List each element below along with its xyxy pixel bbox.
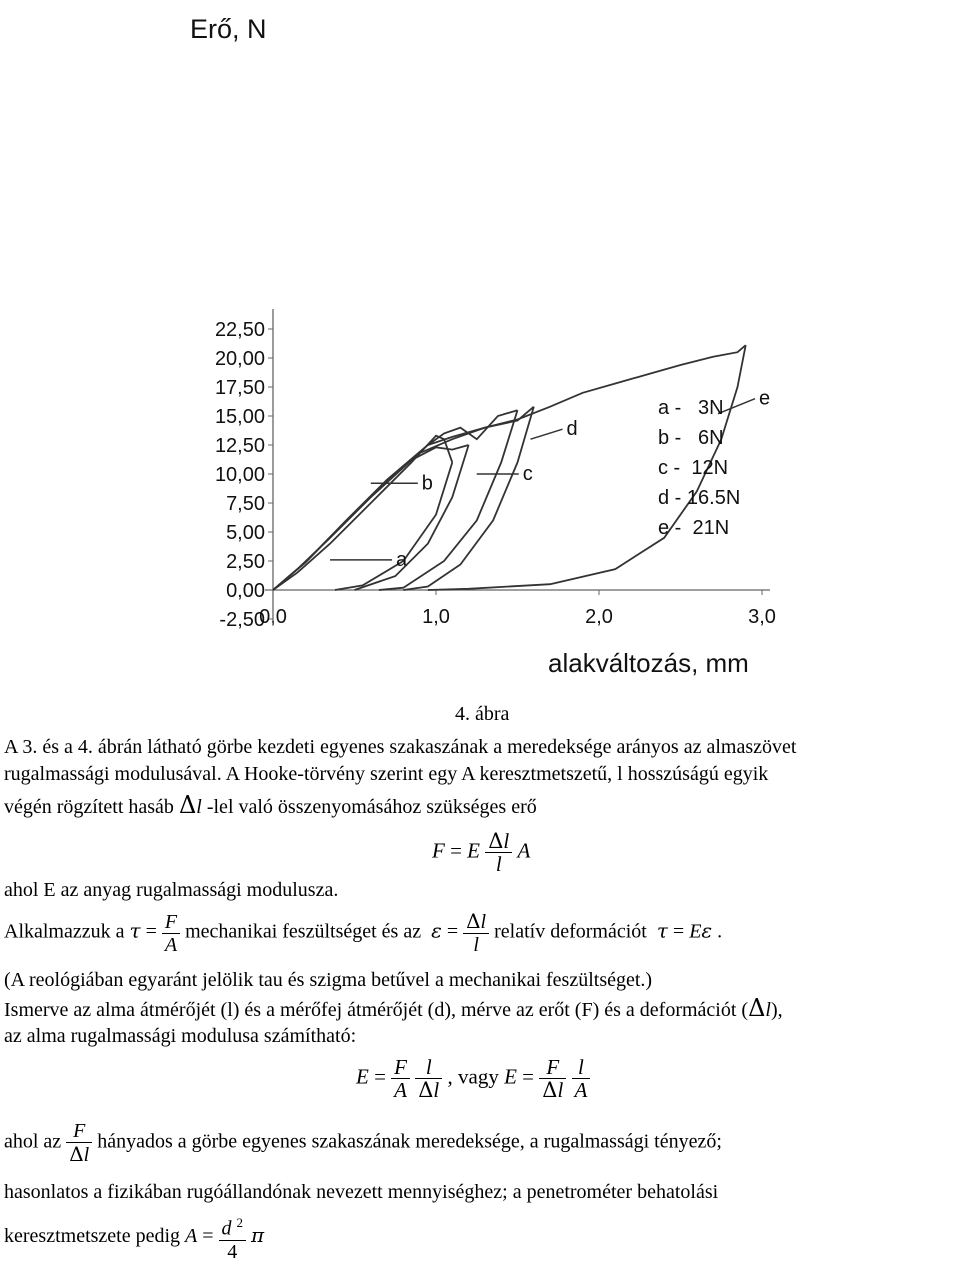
text-run: végén rögzített hasáb [4,796,174,818]
curve-a-unloading [335,462,452,590]
curve-label-a: a [396,548,408,571]
text-run: hányados a görbe egyenes szakaszának meredeksége, a rugalmassági tényező; [97,1130,722,1153]
y-tick-label: 15,00 [214,406,265,428]
y-tick-label: 5,00 [226,522,265,544]
y-tick-label: 17,50 [214,377,265,399]
paragraph-line: A 3. és a 4. ábrán látható görbe kezdeti egyenes szakaszának a meredeksége arányos az almaszövet [4,736,797,758]
y-tick-labels [215,319,273,631]
y-tick-label: 10,00 [214,464,265,486]
curve-label-b: b [421,472,433,495]
text-run: ), [770,999,783,1021]
paragraph-line: ahol az $\frac{F}{\Delta l}$ hányados a görbe egyenes szakaszának meredeksége, a rugalmassági tényező; [4,1120,722,1166]
text-run: Alkalmazzuk a [4,920,125,943]
text-run: Ismerve az alma átmérőjét (l) és a mérőfej átmérőjét (d), mérve az erőt (F) és a deformációt ( [4,999,749,1021]
text-run: , vagy [447,1064,499,1089]
paragraph-line: végén rögzített hasáb Δl -lel való összenyomásához szükséges erő [4,791,537,819]
figure-caption: 4. ábra [455,703,510,725]
curve-label-leader [531,429,563,439]
curve-label-c: c [522,463,533,485]
paragraph-line: Ismerve az alma átmérőjét (l) és a mérőfej átmérőjét (d), mérve az erőt (F) és a deformációt (Δl), [4,994,783,1022]
paragraph-line: ahol E az anyag rugalmassági modulusza. [4,879,339,901]
y-tick-label: 0,00 [226,580,265,602]
paragraph-line: (A reológiában egyaránt jelölik tau és szigma betűvel a mechanikai feszültséget.) [4,969,653,991]
y-tick-label: -2,50 [219,609,265,631]
paragraph-line: keresztmetszete pedig A = $\frac{d ^2}{4}$ π [4,1212,264,1263]
text-run: mechanikai feszültséget és az [185,920,422,943]
x-tick-label: 3,0 [748,606,776,628]
text-run: keresztmetszete pedig [4,1224,181,1247]
modulus-formula: E = $\frac{F}{A}$ $\frac{l}{\Delta l}$ , vagy E = $\frac{F}{\Delta l}$ $\frac{l}{A}$ [356,1056,590,1101]
y-tick-label: 20,00 [214,348,265,370]
legend-entry-e: e - 21N [658,517,730,539]
x-tick-label: 2,0 [585,606,613,628]
legend-entry-a: a - 3N [658,397,724,419]
paragraph-line: hasonlatos a fizikában rugóállandónak nevezett mennyiséghez; a penetrométer behatolási [4,1181,719,1203]
y-tick-label: 2,50 [226,551,265,573]
legend-entry-c: c - 12N [658,457,729,479]
x-tick-label: 1,0 [422,606,450,628]
legend-entry-d: d - 16.5N [658,487,741,509]
paragraph-line: az alma rugalmassági modulusa számítható: [4,1025,357,1047]
curve-label-d: d [566,418,578,441]
text-run: relatív deformációt [494,920,647,943]
y-axis-label: Erő, N [190,14,267,44]
text-run: -lel való összenyomásához szükséges erő [206,796,537,818]
paragraph-line: Alkalmazzuk a τ = $\frac{F}{A}$ mechanikai feszültséget és az ε = $\frac{\Delta l}{l}$ relatív deformációt τ = Eε . [4,909,723,956]
y-tick-label: 7,50 [226,493,265,515]
y-tick-label: 22,50 [214,319,265,341]
x-axis-label: alakváltozás, mm [548,648,749,678]
paragraph-line: rugalmassági modulusával. A Hooke-törvény szerint egy A keresztmetszetű, l hosszúságú egyik [4,763,769,785]
y-tick-label: 12,50 [214,435,265,457]
x-tick-labels [259,590,776,628]
curve-label-e: e [758,387,771,410]
hooke-formula: F = E $\frac{\Delta l}{l}$ A [432,829,531,876]
text-run: ahol az [4,1130,62,1153]
legend-entry-b: b - 6N [658,427,724,449]
x-tick-label: 0,0 [259,606,287,628]
